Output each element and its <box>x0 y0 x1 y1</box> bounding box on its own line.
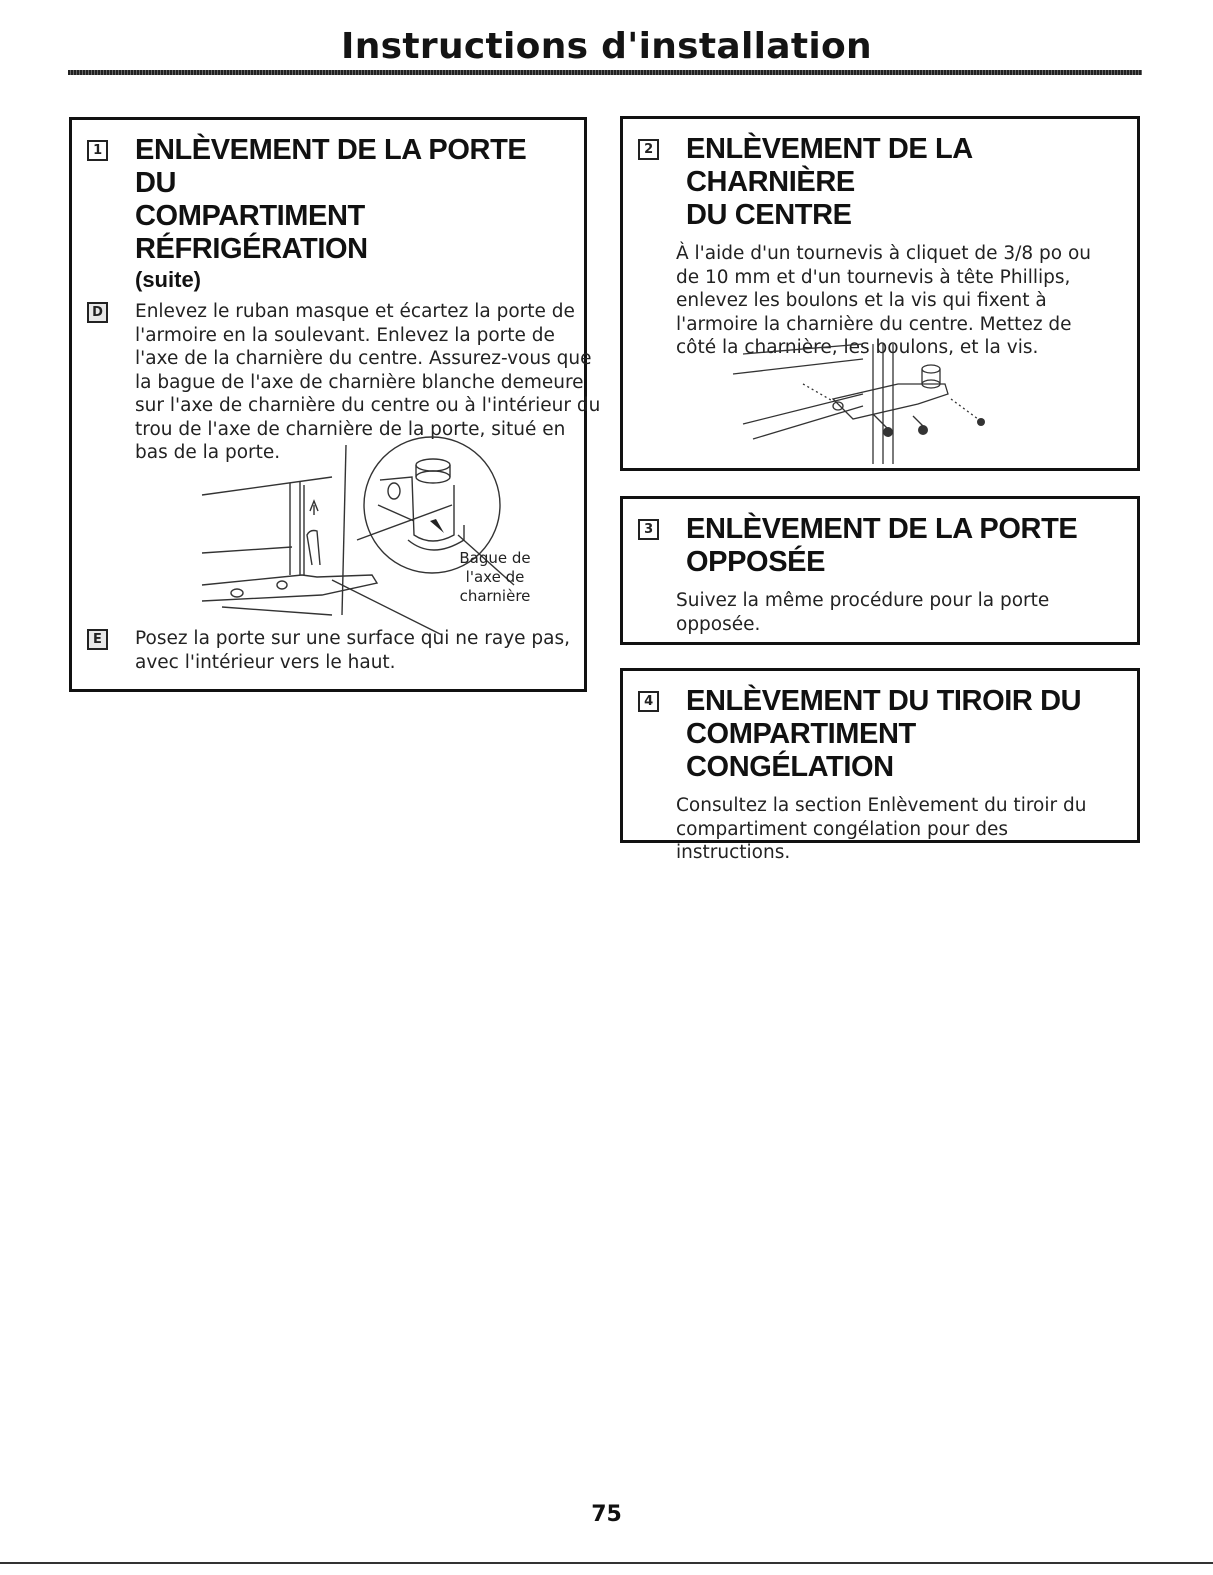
bushing-callout-line3: charnière <box>459 587 531 605</box>
step-d-text: Enlevez le ruban masque et écartez la porte de l'armoire en la soulevant. Enlevez la porte de l'axe de la charnière du centre. Assurez-vous que la bague de l'axe de charnière blanche demeure sur l'axe de charnière du centre ou à l'intérieur du trou de l'axe de charnière de la porte, situé en bas de la porte. <box>135 301 601 463</box>
step-e <box>87 627 603 674</box>
bushing-callout-line1: Bague de <box>459 549 531 567</box>
section-1-number: 1 <box>87 140 108 161</box>
title-divider <box>68 70 1142 75</box>
center-hinge-illustration <box>723 344 1023 464</box>
step-d-letter: D <box>87 302 108 323</box>
section-1-heading-line1: ENLÈVEMENT DE LA PORTE DU <box>135 134 527 199</box>
step-e-text: Posez la porte sur une surface qui ne raye pas, avec l'intérieur vers le haut. <box>135 628 571 673</box>
section-1-heading <box>87 134 567 294</box>
section-4-heading-line1: ENLÈVEMENT DU TIROIR DU <box>686 685 1082 717</box>
section-3-heading <box>638 513 1128 579</box>
page-title: Instructions d'installation <box>341 26 872 67</box>
section-1-box <box>69 117 601 692</box>
section-2-heading <box>638 133 1128 232</box>
section-3-number: 3 <box>638 519 659 540</box>
section-3-box <box>620 496 1140 645</box>
section-2-text: À l'aide d'un tournevis à cliquet de 3/8 po ou de 10 mm et d'un tournevis à tête Phillips, enlevez les boulons et la vis qui fixent à l'armoire la charnière du centre. Mettez de côté la charnière, les boulons, et la vis. <box>676 243 1091 358</box>
section-1-heading-sub: (suite) <box>135 267 201 292</box>
bushing-callout <box>440 549 550 606</box>
bushing-callout-line2: l'axe de <box>465 568 525 586</box>
page-number: 75 <box>591 1502 622 1527</box>
section-4-number: 4 <box>638 691 659 712</box>
section-2-heading-line2: DU CENTRE <box>686 199 852 231</box>
section-3-heading-line2: OPPOSÉE <box>686 546 826 578</box>
section-4-heading-line2: COMPARTIMENT CONGÉLATION <box>686 718 916 783</box>
section-2-number: 2 <box>638 139 659 160</box>
section-2-heading-line1: ENLÈVEMENT DE LA CHARNIÈRE <box>686 133 972 198</box>
bottom-divider <box>0 1562 1213 1564</box>
section-3-heading-line1: ENLÈVEMENT DE LA PORTE <box>686 513 1078 545</box>
section-1-heading-line2: COMPARTIMENT RÉFRIGÉRATION <box>135 200 368 265</box>
step-e-letter: E <box>87 629 108 650</box>
section-4-heading <box>638 685 1128 784</box>
section-4-text: Consultez la section Enlèvement du tiroir du compartiment congélation pour des instructions. <box>676 795 1087 863</box>
section-2-box <box>620 116 1140 471</box>
section-3-text: Suivez la même procédure pour la porte opposée. <box>676 590 1050 635</box>
section-4-box <box>620 668 1140 863</box>
